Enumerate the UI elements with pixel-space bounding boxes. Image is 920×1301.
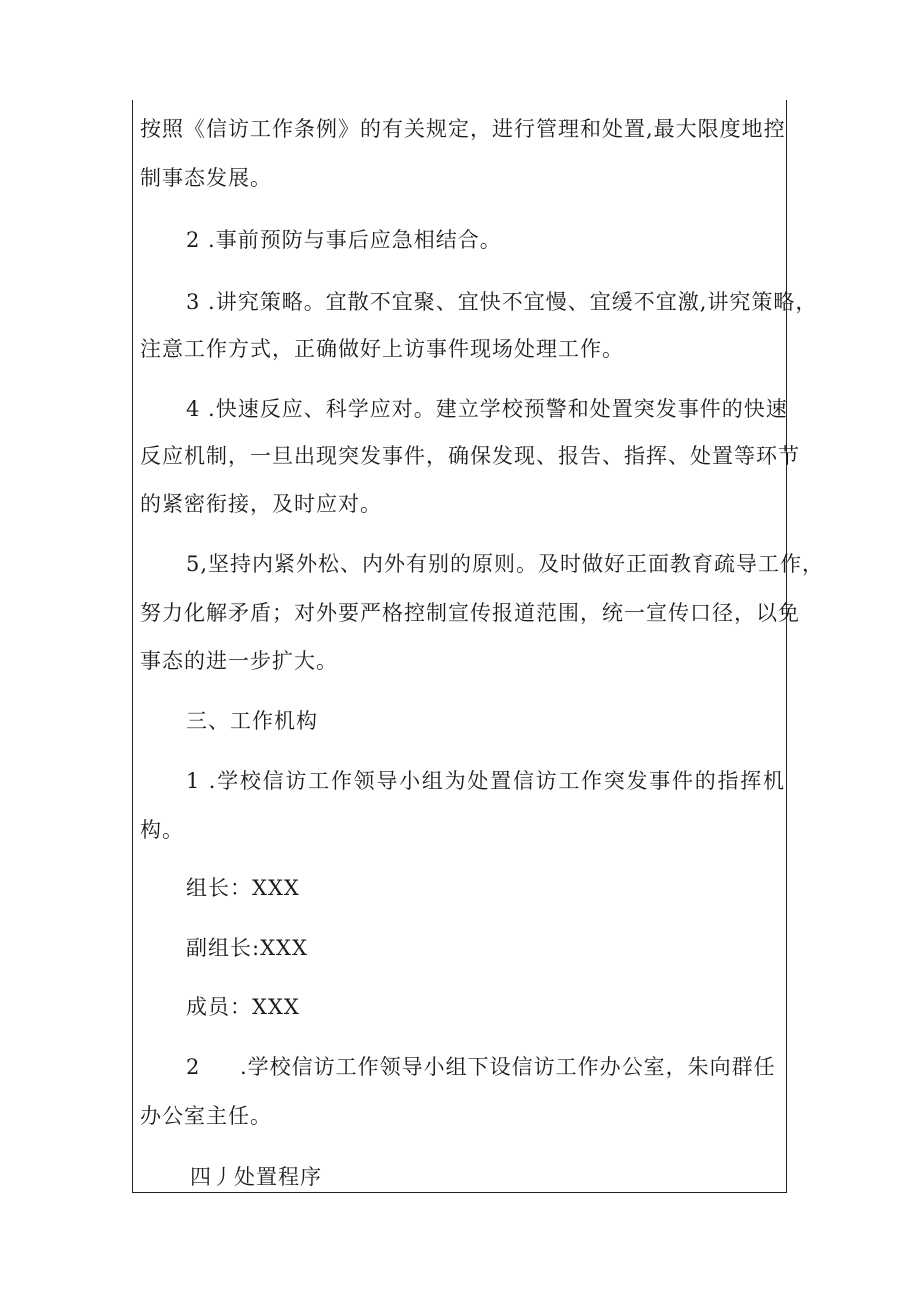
section-heading: 三、工作机构 (186, 709, 318, 733)
leader-line: 组长：XXX (186, 876, 300, 900)
paragraph-line: 努力化解矛盾；对外要严格控制宣传报道范围，统一宣传口径，以免 (140, 601, 800, 625)
paragraph-line: 1 .学校信访工作领导小组为处置信访工作突发事件的指挥机 (186, 769, 785, 793)
paragraph-line: 2 .事前预防与事后应急相结合。 (186, 228, 502, 252)
section-heading: 四丿处置程序 (190, 1162, 690, 1193)
paragraph-line: 注意工作方式，正确做好上访事件现场处理工作。 (140, 337, 624, 361)
paragraph-line: 4 .快速反应、科学应对。建立学校预警和处置突发事件的快速 (186, 397, 788, 421)
paragraph-line: 按照《信访工作条例》的有关规定，进行管理和处置,最大限度地控 (140, 117, 786, 141)
members-line: 成员：XXX (186, 995, 300, 1019)
paragraph-line (186, 1052, 785, 1082)
paragraph-line: 构。 (140, 818, 184, 842)
item-text: .学校信访工作领导小组下设信访工作办公室，朱向群任 (240, 1055, 776, 1079)
paragraph-line: 制事态发展。 (140, 166, 272, 190)
paragraph-line: 的紧密衔接，及时应对。 (140, 492, 382, 516)
paragraph-line: 3 .讲究策略。宜散不宜聚、宜快不宜慢、宜缓不宜激,讲究策略， (186, 290, 818, 314)
paragraph-line: 事态的进一步扩大。 (140, 649, 338, 673)
deputy-leader-line: 副组长:XXX (186, 936, 308, 960)
paragraph-line: 5,坚持内紧外松、内外有别的原则。及时做好正面教育疏导工作， (186, 552, 825, 576)
paragraph-line: 反应机制，一旦出现突发事件，确保发现、报告、指挥、处置等环节 (140, 444, 800, 468)
paragraph-line: 办公室主任。 (140, 1104, 272, 1128)
item-number: 2 (186, 1055, 201, 1079)
